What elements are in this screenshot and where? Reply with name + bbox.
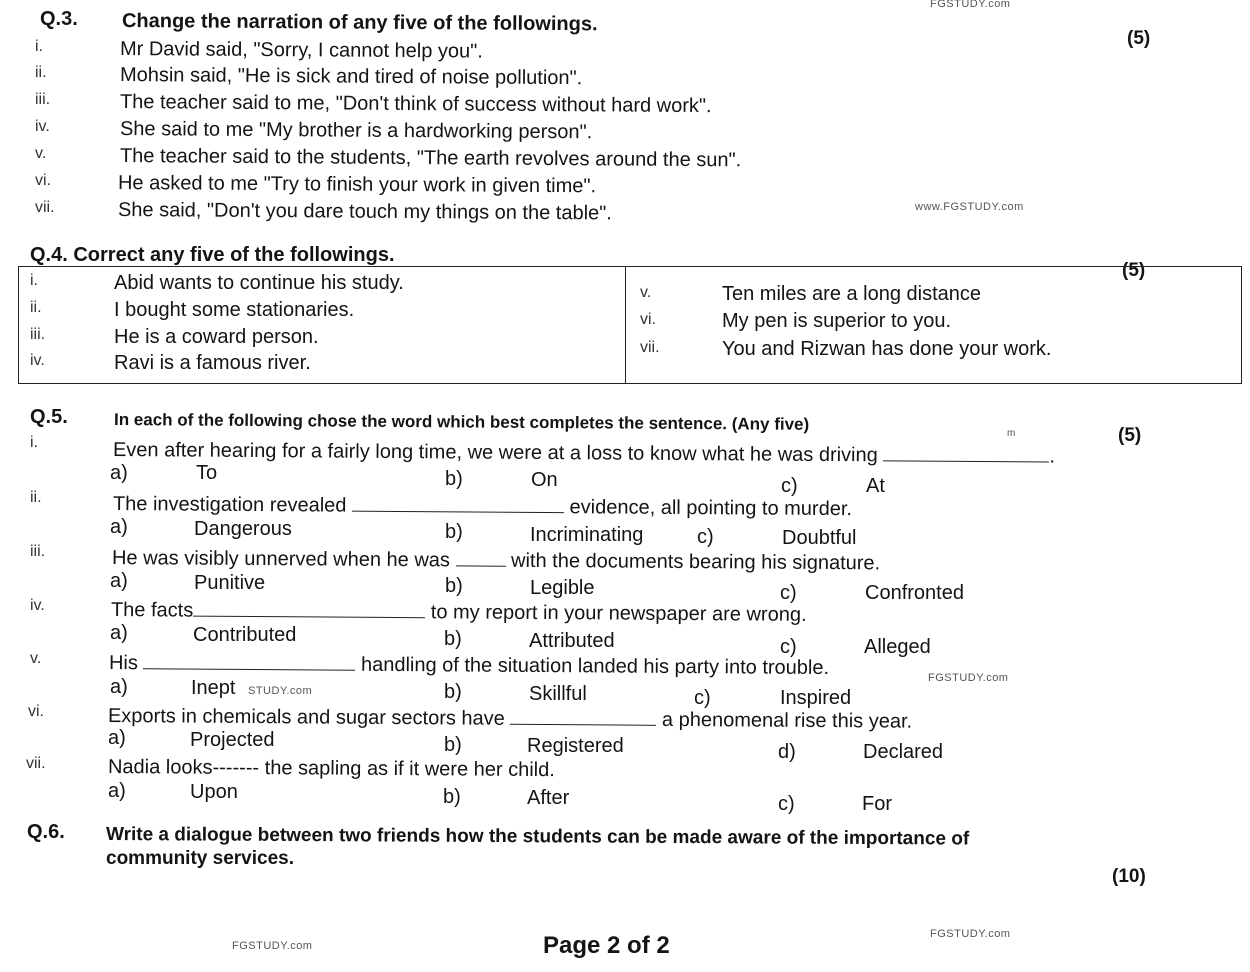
q5-option-text: At <box>866 475 885 497</box>
q5-sentence <box>113 437 1055 469</box>
q5-sentence <box>109 650 829 680</box>
q5-option-label: b) <box>445 468 463 490</box>
q5-trail-mark: m <box>1007 428 1016 439</box>
q5-option-label: b) <box>444 628 462 650</box>
q5-sentence-post: the sapling as if it were her child. <box>264 757 555 782</box>
q3-item-number: i. <box>35 38 43 55</box>
q5-sentence-post: handling of the situation landed his party into trouble. <box>360 653 830 680</box>
q6-number: Q.6. <box>27 821 65 843</box>
q5-sentence-post: with the documents bearing his signature. <box>510 549 881 575</box>
q4-item-text: Abid wants to continue his study. <box>114 272 404 294</box>
q5-option-label: a) <box>110 622 128 644</box>
q5-option-text: Skillful <box>529 683 587 705</box>
q5-heading: In each of the following chose the word which best completes the sentence. (Any five) <box>113 410 810 434</box>
q5-option-text: Alleged <box>864 636 931 658</box>
q5-option-label: a) <box>108 727 126 749</box>
q5-option-label: d) <box>778 741 796 763</box>
q3-item-text: Mr David said, "Sorry, I cannot help you". <box>119 38 483 63</box>
q5-sentence-post: to my report in your newspaper are wrong. <box>430 601 807 626</box>
q6-line-1: Write a dialogue between two friends how the students can be made aware of the importance of <box>105 824 970 850</box>
q5-item-number: iv. <box>30 597 45 614</box>
q3-item-text: She said, "Don't you dare touch my things on the table". <box>117 199 612 225</box>
q5-option-text: Confronted <box>865 582 964 604</box>
q5-marks: (5) <box>1118 425 1142 446</box>
q5-sentence <box>111 597 807 627</box>
q5-option-label: b) <box>444 681 462 703</box>
q4-item-number: vii. <box>640 339 660 356</box>
q5-option-label: a) <box>110 676 128 698</box>
watermark-mid-right: www.FGSTUDY.com <box>915 201 1024 213</box>
q5-option-text: Attributed <box>529 630 615 652</box>
q5-option-label: a) <box>110 516 128 538</box>
q5-item-number: vii. <box>26 755 46 772</box>
q5-option-label: c) <box>697 526 714 548</box>
q5-option-text: On <box>531 469 558 491</box>
q5-option-text: After <box>527 787 570 809</box>
q5-sentence <box>113 491 852 521</box>
q3-item-number: vii. <box>35 199 55 216</box>
q3-item-number: iv. <box>35 118 50 135</box>
q5-option-label: b) <box>443 786 461 808</box>
watermark-bottom-left: FGSTUDY.com <box>232 940 313 952</box>
q5-sentence-pre: He was visibly unnerved when he was <box>111 547 451 572</box>
q4-item-number: ii. <box>30 299 42 316</box>
q5-option-text: Dangerous <box>194 518 292 540</box>
q3-item-number: ii. <box>35 64 47 81</box>
q5-option-text: Declared <box>863 741 944 763</box>
q4-item-text: Ravi is a famous river. <box>114 352 311 374</box>
q5-sentence-pre: His <box>108 652 138 675</box>
q5-sentence-post: . <box>1049 445 1056 468</box>
q3-item-text: He asked to me "Try to finish your work in given time". <box>117 172 597 198</box>
q4-item-number: vi. <box>640 311 656 328</box>
q5-option-label: c) <box>780 582 797 604</box>
q5-option-text: Doubtful <box>782 527 857 549</box>
watermark-inline: STUDY.com <box>248 685 313 697</box>
q4-item-text: I bought some stationaries. <box>114 299 355 321</box>
q3-item-text: Mohsin said, "He is sick and tired of noise pollution". <box>119 64 583 90</box>
q5-blank <box>883 442 1049 462</box>
q5-option-label: a) <box>110 570 128 592</box>
q4-item-text: My pen is superior to you. <box>722 310 951 332</box>
q6-line-2: community services. <box>106 848 294 869</box>
q5-option-text: Projected <box>190 729 275 751</box>
q5-option-text: Upon <box>190 781 238 803</box>
watermark-bottom-right: FGSTUDY.com <box>930 928 1011 940</box>
q5-option-text: Inspired <box>780 687 852 709</box>
q5-item-number: ii. <box>30 489 42 506</box>
q4-heading: Q.4. Correct any five of the followings. <box>30 244 395 266</box>
q5-option-text: Registered <box>527 735 624 757</box>
q5-option-label: b) <box>445 575 463 597</box>
q5-sentence-post: evidence, all pointing to murder. <box>569 496 853 521</box>
q3-item-number: vi. <box>35 172 51 189</box>
q5-sentence-pre: Even after hearing for a fairly long time, we were at a loss to know what he was driving <box>112 439 878 467</box>
q5-option-text: Contributed <box>193 624 297 646</box>
q5-option-label: c) <box>780 636 797 658</box>
q5-option-text: To <box>196 462 218 484</box>
watermark-inline-right: FGSTUDY.com <box>928 672 1009 684</box>
q5-item-number: i. <box>30 434 38 451</box>
q4-item-text: Ten miles are a long distance <box>722 283 982 305</box>
q4-item-number: i. <box>30 272 38 289</box>
q5-sentence-pre: The investigation revealed <box>112 493 347 517</box>
q5-blank <box>193 598 425 619</box>
q3-item-number: iii. <box>35 91 51 108</box>
page-number: Page 2 of 2 <box>543 932 670 959</box>
q4-item-text: You and Rizwan has done your work. <box>722 338 1052 360</box>
q5-option-text: For <box>862 793 892 815</box>
watermark-top: FGSTUDY.com <box>930 0 1011 10</box>
q5-option-text: Legible <box>530 577 595 599</box>
q5-item-number: v. <box>30 650 42 667</box>
q3-marks: (5) <box>1127 28 1151 49</box>
q6-marks: (10) <box>1112 866 1146 887</box>
q5-blank <box>143 650 355 670</box>
q5-option-text: Incriminating <box>530 524 644 546</box>
q5-option-label: a) <box>110 462 128 484</box>
q5-sentence <box>108 756 555 782</box>
q5-option-label: b) <box>444 734 462 756</box>
q5-option-label: c) <box>778 793 795 815</box>
q3-heading: Change the narration of any five of the followings. <box>121 10 598 36</box>
q5-sentence-pre: The facts <box>110 599 194 622</box>
q5-option-label: c) <box>781 475 798 497</box>
q4-marks: (5) <box>1122 260 1146 281</box>
q5-number: Q.5. <box>30 406 68 428</box>
q5-blank <box>510 706 656 726</box>
q4-item-number: iv. <box>30 352 45 369</box>
q5-item-number: vi. <box>28 703 44 720</box>
q5-sentence-post: a phenomenal rise this year. <box>661 708 913 733</box>
q3-item-text: The teacher said to me, "Don't think of success without hard work". <box>119 91 712 118</box>
q4-item-text: He is a coward person. <box>114 326 319 348</box>
q5-sentence <box>112 545 880 575</box>
q4-item-number: v. <box>640 284 652 301</box>
q4-table-divider <box>625 266 626 384</box>
q5-option-text: Inept <box>191 677 236 699</box>
q5-option-label: c) <box>694 687 711 709</box>
q5-sentence-pre: Nadia looks------- <box>107 756 260 780</box>
q3-number: Q.3. <box>40 8 78 30</box>
q3-item-text: She said to me "My brother is a hardworking person". <box>119 118 593 144</box>
q5-item-number: iii. <box>30 543 46 560</box>
q5-option-text: Punitive <box>194 572 266 594</box>
q4-item-number: iii. <box>30 326 46 343</box>
q5-blank <box>455 547 505 566</box>
q5-option-label: a) <box>108 780 126 802</box>
q3-item-text: The teacher said to the students, "The earth revolves around the sun". <box>119 145 742 172</box>
q5-option-label: b) <box>445 521 463 543</box>
q5-blank <box>352 493 564 513</box>
q3-item-number: v. <box>35 145 47 162</box>
q5-sentence-pre: Exports in chemicals and sugar sectors have <box>107 705 505 730</box>
